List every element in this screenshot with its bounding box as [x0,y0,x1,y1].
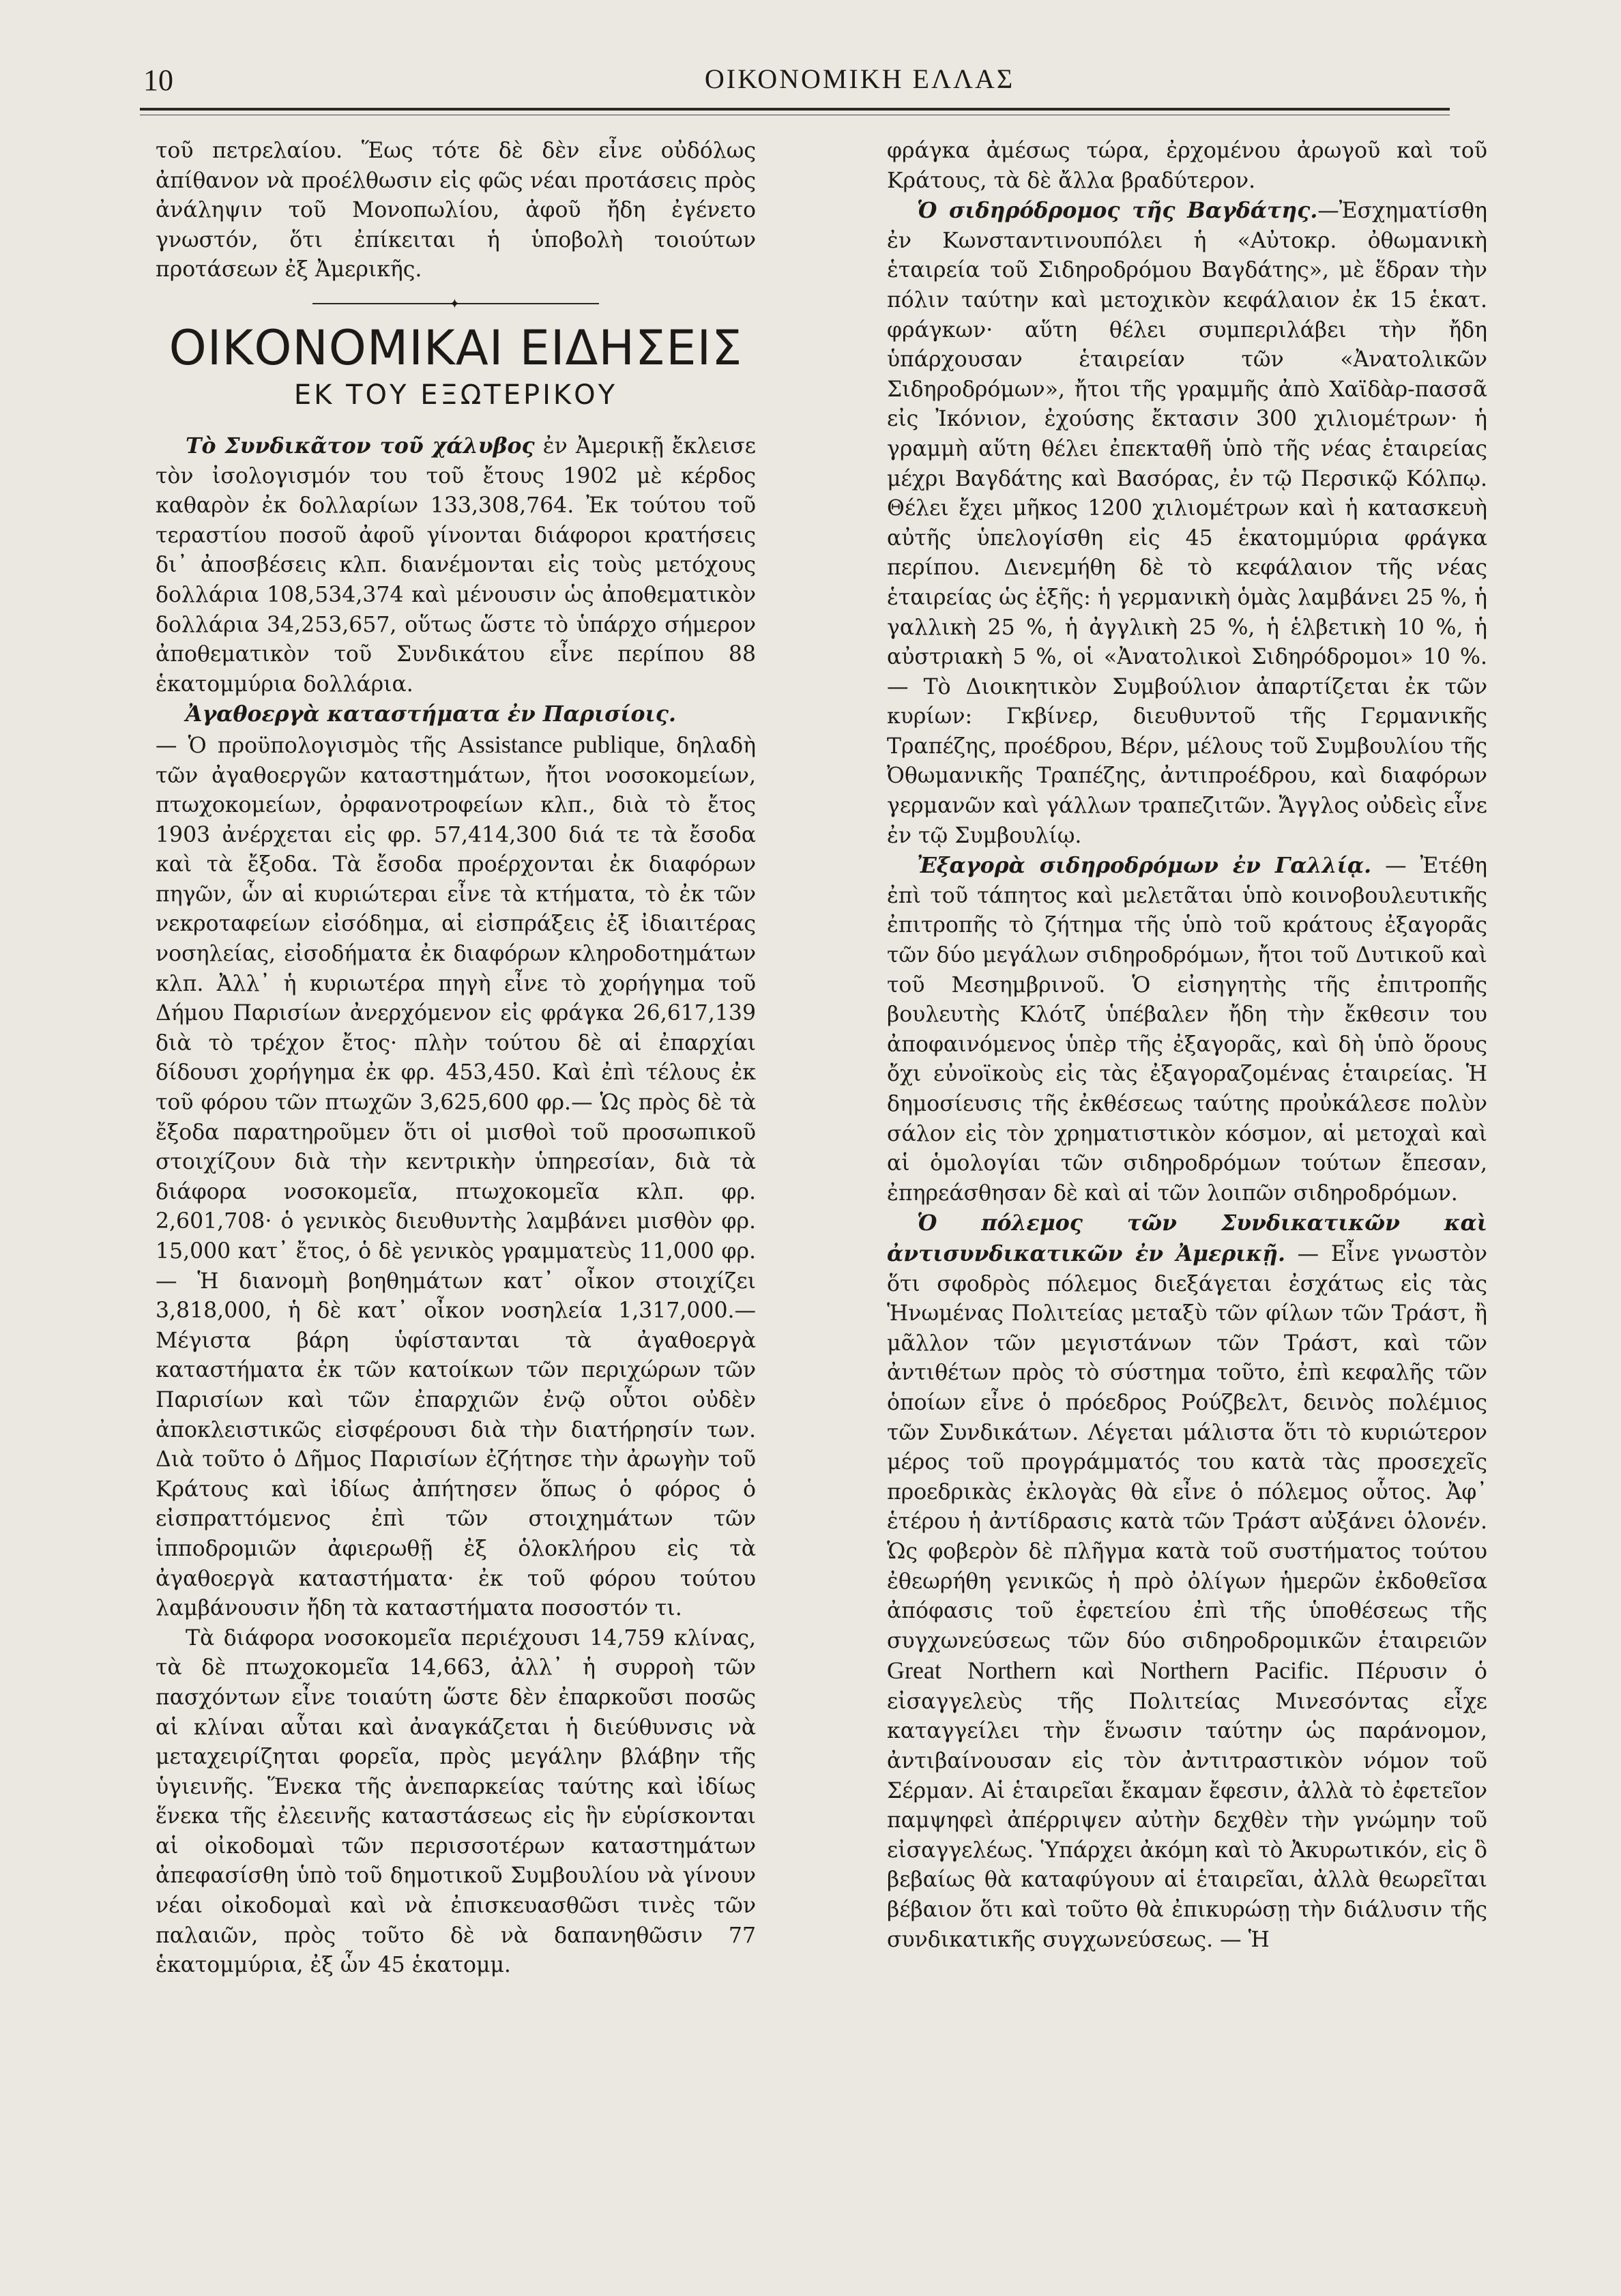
running-title: ΟΙΚΟΝΟΜΙΚΗ ΕΛΛΑΣ [704,63,1015,94]
article-heading: Ἐξαγορὰ σιδηροδρόμων ἐν Γαλλίᾳ. [917,853,1372,879]
intro-paragraph: τοῦ πετρελαίου. Ἕως τότε δὲ δὲν εἶνε οὐδόλως ἀπίθανον νὰ προέλθωσιν εἰς φῶς νέαι προτάσεις πρὸς ἀνάληψιν τοῦ Μονοπωλίου, ἀφοῦ ἤδη ἐγένετο γνωστόν, ὅτι ἐπίκειται ἡ ὑποβολὴ τοιούτων προτάσεων ἐξ Ἀμερικῆς. [156,139,756,282]
article-baghdad-railway [887,196,1487,851]
section-separator [312,295,599,312]
article-paris-charities [156,699,756,730]
article-french-railways [887,851,1487,1208]
left-column [156,136,756,2272]
article-latin-term: Assistance publique, [457,730,665,758]
article-body: ἐν Ἀμερικῇ ἔκλεισε τὸν ἰσολογισμόν του τοῦ ἔτους 1902 μὲ κέρδος καθαρὸν ἐκ δολλαρίων 133,308,764. Ἐκ τούτου τοῦ τεραστίου ποσοῦ ἀφοῦ γίνονται διάφοροι κρατήσεις δι᾽ ἀποσβέσεις κλπ. διανέμονται εἰς τοὺς μετόχους δολλάρια 108,534,374 καὶ μένουσιν ὡς ἀποθεματικὸν δολλάρια 34,253,657, οὕτως ὥστε τὸ ὑπάρχο σήμερον ἀποθεματικὸν τοῦ Συνδικάτου εἶνε περίπου 88 ἑκατομμύρια δολλάρια. [156,433,756,697]
article-paris-charities-para2: Τὰ διάφορα νοσοκομεῖα περιέχουσι 14,759 κλίνας, τὰ δὲ πτωχοκομεῖα 14,663, ἀλλ᾽ ἡ συρροὴ τῶν πασχόντων εἶνε τοιαύτη ὥστε δὲν ἐπαρκοῦσι ποσῶς αἱ κλίναι αὗται καὶ ἀναγκάζεται ἡ διεύθυνσις νὰ μεταχειρίζηται φορεῖα, πρὸς μεγάλην βλάβην τῆς ὑγιεινῆς. Ἕνεκα τῆς ἀνεπαρκείας ταύτης καὶ ἰδίως ἕνεκα τῆς ἐλεεινῆς καταστάσεως εἰς ἣν εὑρίσκονται αἱ οἰκοδομαὶ τῶν περισσοτέρων καταστημάτων ἀπεφασίσθη ὑπὸ τοῦ δημοτικοῦ Συμβουλίου νὰ γίνουν νέαι οἰκοδομαὶ καὶ νὰ ἐπισκευασθῶσι τινὲς τῶν παλαιῶν, πρὸς τοῦτο δὲ νὰ δαπανηθῶσιν 77 ἑκατομμύρια, ἐξ ὧν 45 ἑκατομμ. [156,1625,756,1978]
article-heading: Ἀγαθοεργὰ καταστήματα ἐν Παρισίοις. [186,701,676,727]
article-trust-war [887,1208,1487,1955]
article-body: Πέρυσιν ὁ εἰσαγγελεὺς τῆς Πολιτείας Μινεσόντας εἶχε καταγγείλει τὴν ἕνωσιν ταύτην ὡς παράνομον, ἀντιβαίνουσαν εἰς τὸν ἀντιτραστικὸν νόμον τοῦ Σέρμαν. Αἱ ἑταιρεῖαι ἔκαμαν ἔφεσιν, ἀλλὰ τὸ ἐφετεῖον παμψηφεὶ ἀπέρριψεν αὐτὴν δεχθὲν τὴν γνώμην τοῦ εἰσαγγελέως. Ὑπάρχει ἀκόμη καὶ τὸ Ἀκυρωτικόν, εἰς ὃ βεβαίως θὰ καταφύγουν αἱ ἑταιρεῖαι, ἀλλὰ θεωρεῖται βέβαιον ὅτι καὶ τοῦτο θὰ ἐπικυρώσῃ τὴν διάλυσιν τῆς συνδικατικῆς συγχωνεύσεως. — Ἡ [887,1659,1487,1952]
article-steel-trust [156,431,756,699]
page-header [0,0,1621,119]
article-body-lead: — Ὁ προϋπολογισμὸς τῆς [156,733,447,758]
right-column [887,136,1487,2272]
section-title: ΟΙΚΟΝΟΜΙΚΑΙ ΕΙΔΗΣΕΙΣ [169,319,743,376]
article-heading: Ὁ σιδηρόδρομος τῆς Βαγδάτης. [917,198,1318,224]
article-paris-charities-body [156,730,756,1624]
section-subtitle: ΕΚ ΤΟΥ ΕΞΩΤΕΡΙΚΟΥ [293,379,618,411]
header-rule [140,108,1450,111]
article-body: —Ἐσχηματίσθη ἐν Κωνσταντινουπόλει ἡ «Αὐτοκρ. ὀθωμανικὴ ἑταιρεία τοῦ Σιδηροδρόμου Βαγδάτης», μὲ ἕδραν τὴν πόλιν ταύτην καὶ μετοχικὸν κεφάλαιον ἐκ 15 ἑκατ. φράγκων· αὕτη θέλει συμπεριλάβει τὴν ἤδη ὑπάρχουσαν ἑταιρείαν τῶν «Ἀνατολικῶν Σιδηροδρόμων», ἤτοι τῆς γραμμῆς ἀπὸ Χαϊδὰρ-πασσᾶ εἰς Ἰκόνιον, ἐχούσης ἔκτασιν 300 χιλιομέτρων· ἡ γραμμὴ αὕτη θέλει ἐπεκταθῆ ὑπὸ τῆς νέας ἑταιρείας μέχρι Βαγδάτης καὶ Βασόρας, ἐν τῷ Περσικῷ Κόλπῳ. Θέλει ἔχει μῆκος 1200 χιλιομέτρων καὶ ἡ κατασκευὴ αὐτῆς ὑπελογίσθη εἰς 45 ἑκατομμύρια φράγκα περίπου. Διενεμήθη δὲ τὸ κεφάλαιον τῆς νέας ἑταιρείας ὡς ἑξῆς: ἡ γερμανικὴ ὁμὰς λαμβάνει 25 %, ἡ γαλλικὴ 25 %, ἡ ἀγγλικὴ 25 %, ἡ ἑλβετικὴ 10 %, ἡ αὐστριακὴ 5 %, οἱ «Ἀνατολικοὶ Σιδηρόδρομοι» 10 %. — Τὸ Διοικητικὸν Συμβούλιον ἀπαρτίζεται ἐκ τῶν κυρίων: Γκβίνερ, διευθυντοῦ τῆς Γερμανικῆς Τραπέζης, προέδρου, Βέρν, μέλους τοῦ Συμβουλίου τῆς Ὀθωμανικῆς Τραπέζης, ἀντιπροέδρου, καὶ διαφόρων γερμανῶν καὶ γάλλων τραπεζιτῶν. Ἄγγλος οὐδεὶς εἶνε ἐν τῷ Συμβουλίῳ. [887,199,1487,848]
article-heading: Τὸ Συνδικᾶτον τοῦ χάλυβος [186,433,535,459]
article-latin-term: Great Northern καὶ Northern Pacific. [887,1657,1330,1685]
article-heading: Ὁ πόλεμος τῶν Συνδικατικῶν καὶ ἀντισυνδικατικῶν ἐν Ἀμερικῇ. [887,1210,1487,1266]
page-number: 10 [143,63,173,97]
separator-ornament-icon: ✦ [449,295,461,312]
continued-paragraph: φράγκα ἀμέσως τώρα, ἐρχομένου ἀρωγοῦ καὶ τοῦ Κράτους, τὰ δὲ ἄλλα βραδύτερον. [887,139,1487,193]
article-body-lead: — Εἶνε γνωστὸν ὅτι σφοδρὸς πόλεμος διεξάγεται ἐσχάτως εἰς τὰς Ἡνωμένας Πολιτείας μεταξὺ τῶν φίλων τῶν Τράστ, ἢ μᾶλλον τῶν μεγιστάνων τῶν Τράστ, καὶ τῶν ἀντιθέτων πρὸς τὸ σύστημα τοῦτο, ἐπὶ κεφαλῆς τῶν ὁποίων εἶνε ὁ πρόεδρος Ρούζβελτ, δεινὸς πολέμιος τῶν Συνδικάτων. Λέγεται μάλιστα ὅτι τὸ κυριώτερον μέρος τοῦ προγράμματός του κατὰ τὰς προσεχεῖς προεδρικὰς ἐκλογὰς θὰ εἶνε ὁ πόλεμος οὗτος. Ἀφ᾽ ἑτέρου ἡ ἀντίδρασις κατὰ τῶν Τράστ αὐξάνει ὁλονέν. Ὡς φοβερὸν δὲ πλῆγμα κατὰ τοῦ συστήματος τούτου ἐθεωρήθη γενικῶς ἡ πρὸ ὀλίγων ἡμερῶν ἐκδοθεῖσα ἀπόφασις τοῦ ἐφετείου ἐπὶ τῆς ὑποθέσεως τῆς συγχωνεύσεως τῶν δύο σιδηροδρομικῶν ἑταιρειῶν [887,1241,1487,1653]
article-body: δηλαδὴ τῶν ἀγαθοεργῶν καταστημάτων, ἤτοι νοσοκομείων, πτωχοκομείων, ὀρφανοτροφείων κλπ., διὰ τὸ ἔτος 1903 ἀνέρχεται εἰς φρ. 57,414,300 διά τε τὰ ἔσοδα καὶ τὰ ἔξοδα. Τὰ ἔσοδα προέρχονται ἐκ διαφόρων πηγῶν, ὧν αἱ κυριώτεραι εἶνε τὰ κτήματα, τὸ ἐκ τῶν νεκροταφείων εἰσόδημα, αἱ εἰσπράξεις ἐξ ἰδιαιτέρας νοσηλείας, εἰσοδήματα ἐκ διαφόρων κληροδοτημάτων κλπ. Ἀλλ᾽ ἡ κυριωτέρα πηγὴ εἶνε τὸ χορήγημα τοῦ Δήμου Παρισίων ἀνερχόμενον εἰς φράγκα 26,617,139 διὰ τὸ τρέχον ἔτος· πλὴν τούτου δὲ αἱ ἐπαρχίαι δίδουσι χορήγημα ἐκ φρ. 453,450. Καὶ ἐπὶ τέλους ἐκ τοῦ φόρου τῶν πτωχῶν 3,625,600 φρ.— Ὡς πρὸς δὲ τὰ ἔξοδα παρατηροῦμεν ὅτι οἱ μισθοὶ τοῦ προσωπικοῦ στοιχίζουν διὰ τὴν κεντρικὴν ὑπηρεσίαν, διὰ τὰ διάφορα νοσοκομεῖα, πτωχοκομεῖα κλπ. φρ. 2,601,708· ὁ γενικὸς διευθυντὴς λαμβάνει μισθὸν φρ. 15,000 κατ᾽ ἔτος, ὁ δὲ γενικὸς γραμματεὺς 11,000 φρ. — Ἡ διανομὴ βοηθημάτων κατ᾽ οἶκον στοιχίζει 3,818,000, ἡ δὲ κατ᾽ οἶκον νοσηλεία 1,317,000.— Μέγιστα βάρη ὑφίστανται τὰ ἀγαθοεργὰ καταστήματα ἐκ τῶν κατοίκων τῶν περιχώρων τῶν Παρισίων καὶ τῶν ἐπαρχιῶν ἐνῷ οὗτοι οὐδὲν ἀποκλειστικῶς εἰσφέρουσι διὰ τὴν διατήρησίν των. Διὰ τοῦτο ὁ Δῆμος Παρισίων ἐζήτησε τὴν ἀρωγὴν τοῦ Κράτους καὶ ἰδίως ἀπήτησεν ὅπως ὁ φόρος ὁ εἰσπραττόμενος ἐπὶ τῶν στοιχημάτων τῶν ἱπποδρομιῶν ἀφιερωθῇ ἐξ ὁλοκλήρου εἰς τὰ ἀγαθοεργὰ καταστήματα· ἐκ τοῦ φόρου τούτου λαμβάνουσιν ἤδη τὰ καταστήματα ποσοστόν τι. [156,733,756,1621]
article-body: — Ἐτέθη ἐπὶ τοῦ τάπητος καὶ μελετᾶται ὑπὸ κοινοβουλευτικῆς ἐπιτροπῆς τὸ ζήτημα τῆς ὑπὸ τοῦ κράτους ἐξαγορᾶς τῶν δύο μεγάλων σιδηροδρόμων, ἤτοι τοῦ Δυτικοῦ καὶ τοῦ Μεσημβρινοῦ. Ὁ εἰσηγητὴς τῆς ἐπιτροπῆς βουλευτὴς Κλότζ ὑπέβαλεν ἤδη τὴν ἔκθεσιν του ἀποφαινόμενος ὑπὲρ τῆς ἐξαγορᾶς, καὶ δὴ ὑπὸ ὅρους ὄχι εὐνοϊκοὺς εἰς τὰς ἐξαγοραζομένας ἑταιρείας. Ἡ δημοσίευσις τῆς ἐκθέσεως ταύτης προὐκάλεσε πολὺν σάλον εἰς τὸν χρηματιστικὸν κόσμον, αἱ μετοχαὶ καὶ αἱ ὁμολογίαι τῶν σιδηροδρόμων τούτων ἔπεσαν, ἐπηρεάσθησαν δὲ καὶ αἱ τῶν λοιπῶν σιδηροδρόμων. [887,854,1487,1206]
